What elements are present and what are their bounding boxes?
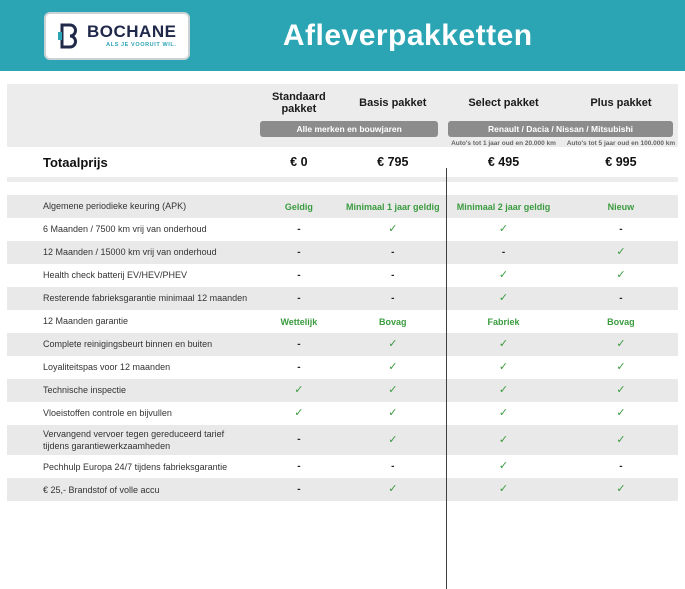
badge-alle-merken: Alle merken en bouwjaren [260, 121, 438, 137]
feature-label: Loyaliteitspas voor 12 maanden [43, 362, 171, 373]
check-icon: ✓ [498, 338, 509, 350]
check-icon: ✓ [498, 384, 509, 396]
dash-icon: - [619, 460, 623, 472]
feature-text-value: Nieuw [607, 201, 635, 212]
table-row [7, 287, 678, 310]
dash-icon: - [297, 246, 301, 258]
feature-text-value: Geldig [284, 201, 313, 212]
dash-icon: - [619, 292, 623, 304]
check-icon: ✓ [498, 223, 509, 235]
check-icon: ✓ [498, 433, 509, 446]
feature-label: Pechhulp Europa 24/7 tijdens fabrieksgarantie [43, 461, 228, 472]
check-icon: ✓ [498, 292, 509, 304]
total-price-label: Totaalprijs [43, 154, 108, 170]
check-icon: ✓ [498, 269, 509, 281]
table-row [7, 333, 678, 356]
table-row [7, 241, 678, 264]
feature-label: Health check batterij EV/HEV/PHEV [43, 270, 188, 281]
column-standaard-pakket: Standaard pakket [271, 91, 326, 115]
badge-brands: Renault / Dacia / Nissan / Mitsubishi [448, 121, 673, 137]
dash-icon: - [391, 460, 395, 472]
bochane-logo-text [87, 23, 176, 49]
check-icon: ✓ [616, 269, 626, 281]
feature-label: Resterende fabrieksgarantie minimaal 12 maanden [43, 293, 248, 304]
select-pakket-note: Auto's tot 1 jaar oud en 20.000 km [451, 140, 556, 147]
plus-pakket-note: Auto's tot 5 jaar oud en 100.000 km [566, 140, 676, 147]
check-icon: ✓ [388, 384, 398, 396]
dash-icon: - [619, 223, 623, 235]
feature-label: 12 Maanden garantie [43, 316, 129, 327]
check-icon: ✓ [294, 384, 304, 396]
column-group-divider [446, 168, 447, 589]
dash-icon: - [297, 460, 301, 472]
dash-icon: - [391, 292, 395, 304]
check-icon: ✓ [616, 384, 626, 396]
bochane-logo[interactable] [44, 12, 190, 60]
spacer [7, 182, 678, 195]
feature-rows [7, 195, 678, 501]
table-row [7, 425, 678, 455]
total-price-row [7, 147, 678, 177]
check-icon: ✓ [388, 407, 398, 419]
dash-icon: - [297, 483, 301, 495]
check-icon: ✓ [498, 460, 509, 473]
table-header-band [7, 84, 678, 182]
check-icon: ✓ [388, 483, 398, 496]
check-icon: ✓ [388, 433, 398, 446]
table-row [7, 310, 678, 333]
page-title: Afleverpakketten [282, 18, 533, 52]
package-comparison-table [0, 84, 685, 501]
table-row [7, 356, 678, 379]
dash-icon: - [501, 246, 506, 258]
check-icon: ✓ [294, 407, 304, 419]
feature-label: € 25,- Brandstof of volle accu [43, 484, 160, 495]
dash-icon: - [297, 434, 301, 446]
price-plus: € 995 [605, 155, 637, 169]
feature-label: 12 Maanden / 15000 km vrij van onderhoud [43, 247, 217, 258]
feature-label: 6 Maanden / 7500 km vrij van onderhoud [43, 224, 207, 235]
check-icon: ✓ [616, 433, 626, 446]
package-name-row [7, 91, 678, 121]
price-basis: € 795 [377, 155, 409, 169]
column-basis-pakket: Basis pakket [359, 97, 427, 109]
feature-text-value: Bovag [607, 316, 635, 327]
feature-label: Technische inspectie [43, 385, 127, 396]
feature-text-value: Minimaal 1 jaar geldig [346, 201, 440, 212]
bochane-logo-icon [58, 22, 80, 50]
feature-label: Complete reinigingsbeurt binnen en buiten [43, 339, 213, 350]
feature-label: Algemene periodieke keuring (APK) [43, 201, 187, 212]
feature-text-value: Minimaal 2 jaar geldig [456, 201, 551, 212]
feature-label: Vloeistoffen controle en bijvullen [43, 408, 172, 419]
check-icon: ✓ [616, 338, 626, 350]
feature-text-value: Wettelijk [280, 316, 318, 327]
table-row [7, 478, 678, 501]
dash-icon: - [391, 246, 395, 258]
price-select: € 495 [487, 155, 520, 169]
dash-icon: - [297, 269, 301, 281]
check-icon: ✓ [498, 483, 509, 496]
check-icon: ✓ [616, 483, 626, 496]
column-plus-pakket: Plus pakket [590, 97, 652, 109]
table-row [7, 218, 678, 241]
header-bar [0, 0, 685, 71]
dash-icon: - [297, 338, 301, 350]
brand-tagline: ALS JE VOORUIT WIL. [106, 41, 177, 48]
check-icon: ✓ [498, 361, 509, 373]
dash-icon: - [297, 223, 301, 235]
dash-icon: - [391, 269, 395, 281]
feature-text-value: Bovag [379, 316, 407, 327]
check-icon: ✓ [388, 338, 398, 350]
table-row [7, 455, 678, 478]
feature-text-value: Fabriek [487, 316, 520, 327]
check-icon: ✓ [616, 246, 626, 258]
check-icon: ✓ [616, 407, 626, 419]
column-select-pakket: Select pakket [468, 97, 539, 109]
check-icon: ✓ [616, 361, 626, 373]
table-row [7, 379, 678, 402]
brand-name: BOCHANE [87, 21, 177, 41]
check-icon: ✓ [388, 223, 398, 235]
check-icon: ✓ [498, 407, 509, 419]
table-row [7, 402, 678, 425]
price-standaard: € 0 [290, 155, 308, 169]
table-row [7, 264, 678, 287]
check-icon: ✓ [388, 361, 398, 373]
dash-icon: - [297, 361, 301, 373]
dash-icon: - [297, 292, 301, 304]
package-notes-row [7, 137, 678, 147]
table-row [7, 195, 678, 218]
group-badge-row [7, 121, 678, 137]
feature-label: Vervangend vervoer tegen gereduceerd tarief tijdens garantiewerkzaamheden [43, 429, 225, 452]
